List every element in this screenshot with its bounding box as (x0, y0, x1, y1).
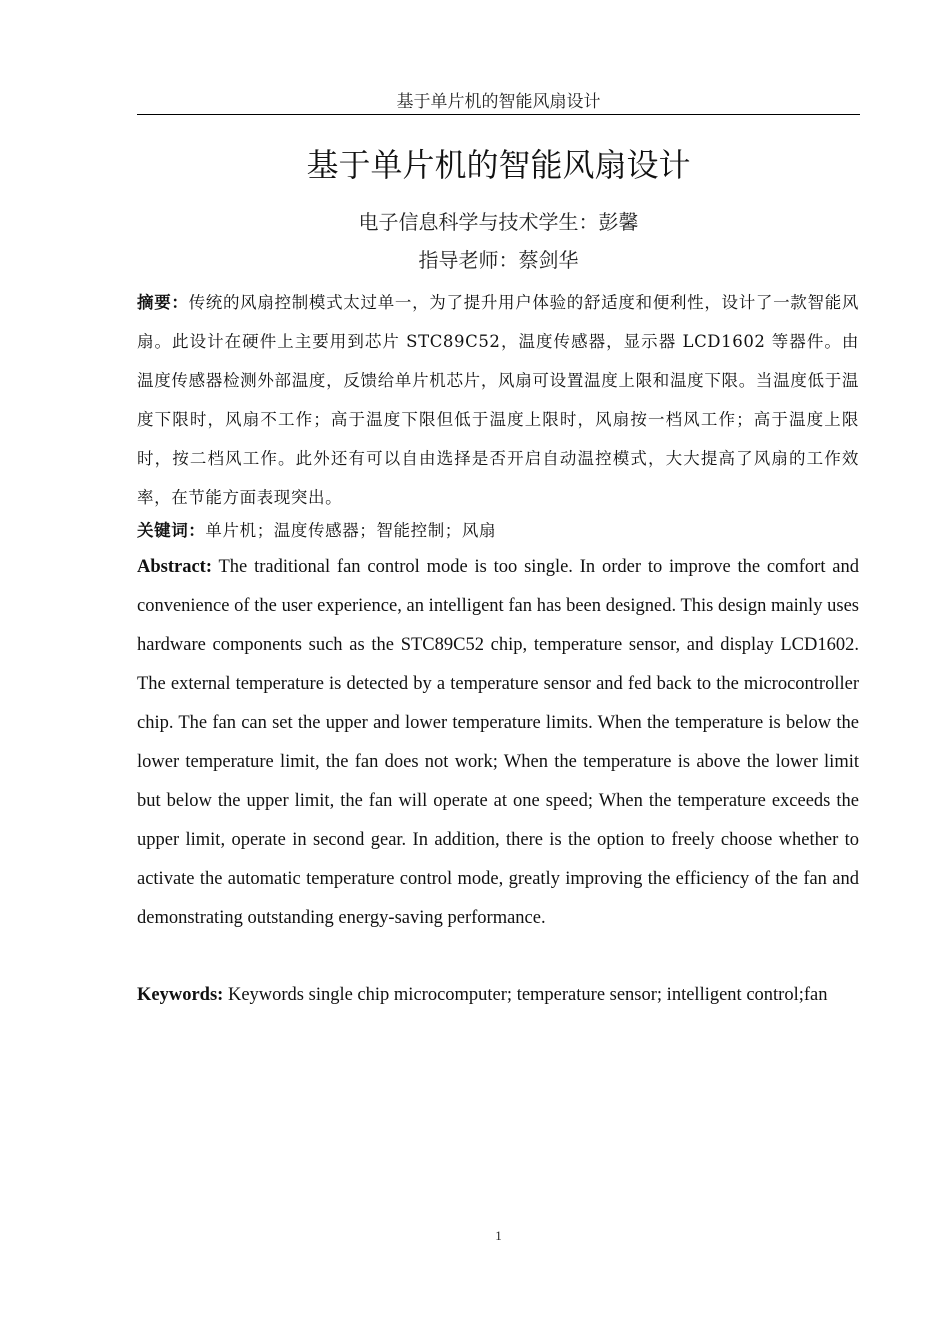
keywords-cn-text: 单片机；温度传感器；智能控制；风扇 (205, 521, 497, 540)
running-header: 基于单片机的智能风扇设计 (396, 92, 601, 112)
keywords-en-label: Keywords: (137, 985, 224, 1005)
header-rule (137, 114, 860, 115)
abstract-cn (137, 283, 859, 517)
paper-title: 基于单片机的智能风扇设计 (306, 146, 691, 184)
abstract-cn-text: 传统的风扇控制模式太过单一，为了提升用户体验的舒适度和便利性，设计了一款智能风扇。此设计在硬件上主要用到芯片 STC89C52，温度传感器，显示器 LCD1602 等器件。由温度传感器检测外部温度，反馈给单片机芯片，风扇可设置温度上限和温度下限。当温度低于温度下限时，风扇不工作；高于温度下限但低于温度上限时，风扇按一档风工作；高于温度上限时，按二档风工作。此外还有可以自由选择是否开启自动温控模式，大大提高了风扇的工作效率，在节能方面表现突出。 (137, 293, 859, 507)
abstract-cn-label: 摘要： (137, 293, 189, 312)
advisor-line: 指导老师：蔡剑华 (418, 248, 579, 272)
keywords-cn (137, 516, 859, 546)
keywords-en (137, 980, 877, 1010)
author-line: 电子信息科学与技术学生：彭馨 (358, 210, 639, 234)
keywords-cn-label: 关键词： (137, 521, 206, 540)
abstract-en-text: The traditional fan control mode is too single. In order to improve the comfort and convenience of the user experience, an intelligent fan has been designed. This design mainly uses hardware components such as the STC89C52 chip, temperature sensor, and display LCD1602. The external temperature is detected by a temperature sensor and fed back to the microcontroller chip. The fan can set the upper and lower temperature limits. When the temperature is below the lower temperature limit, the fan does not work; When the temperature is above the lower limit but below the upper limit, the fan will operate at one speed; When the temperature exceeds the upper limit, operate in second gear. In addition, there is the option to freely choose whether to activate the automatic temperature control mode, greatly improving the efficiency of the fan and demonstrating outstanding energy-saving performance. (137, 557, 859, 928)
abstract-en-label: Abstract: (137, 557, 213, 577)
page-number: 1 (495, 1228, 502, 1243)
keywords-en-text: Keywords single chip microcomputer; temperature sensor; intelligent control;fan (227, 985, 828, 1005)
abstract-en (137, 548, 859, 938)
